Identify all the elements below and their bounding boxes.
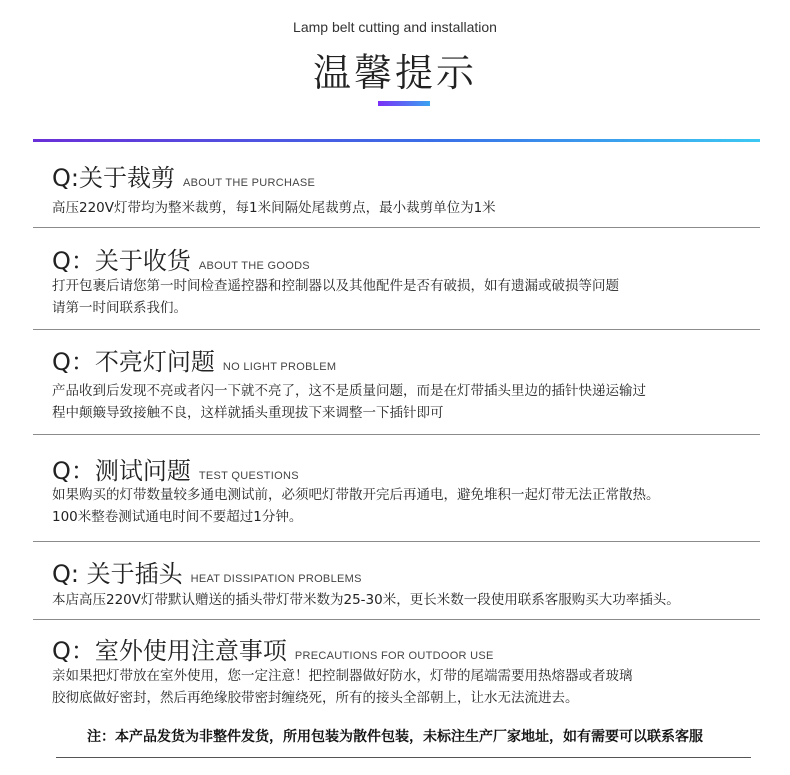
faq-answer-line: 产品收到后发现不亮或者闪一下就不亮了，这不是质量问题，而是在灯带插头里边的插针快递运输过 [52, 383, 646, 399]
faq-question-row [52, 631, 494, 666]
faq-question-en: TEST QUESTIONS [198, 470, 299, 482]
header-subtitle: Lamp belt cutting and installation [293, 19, 497, 35]
faq-question-en: ABOUT THE PURCHASE [182, 177, 316, 189]
faq-question-row [52, 554, 362, 589]
faq-question-row [52, 342, 336, 377]
faq-question-row [52, 158, 315, 193]
faq-answer-line: 100米整卷测试通电时间不要超过1分钟。 [52, 509, 303, 525]
faq-question: Q：关于收货 [52, 247, 191, 275]
footer-note: 注：本产品发货为非整件发货，所用包装为散件包装，未标注生产厂家地址，如有需要可以联系客服 [87, 729, 703, 745]
page-header [0, 0, 790, 140]
faq-answer-line: 请第一时间联系我们。 [52, 300, 187, 316]
faq-question-en: ABOUT THE GOODS [198, 260, 310, 272]
faq-answer [52, 589, 760, 611]
faq-answer [52, 197, 760, 219]
divider [33, 541, 760, 542]
faq-answer-line: 高压220V灯带均为整米裁剪，每1米间隔处尾裁剪点，最小裁剪单位为1米 [52, 200, 496, 216]
faq-question: Q：室外使用注意事项 [52, 637, 287, 665]
faq-answer-line: 本店高压220V灯带默认赠送的插头带灯带米数为25-30米，更长米数一段使用联系客服购买大功率插头。 [52, 592, 680, 608]
faq-answer-line: 程中颠簸导致接触不良，这样就插头重现拔下来调整一下插针即可 [52, 405, 444, 421]
faq-question: Q：不亮灯问题 [52, 348, 215, 376]
divider [33, 227, 760, 228]
divider [33, 329, 760, 330]
faq-answer-line: 亲如果把灯带放在室外使用，您一定注意！把控制器做好防水，灯带的尾端需要用热熔器或者玻璃 [52, 668, 633, 684]
title-accent-bar [378, 101, 430, 106]
faq-question-en: HEAT DISSIPATION PROBLEMS [190, 573, 362, 585]
faq-answer-line: 打开包裹后请您第一时间检查遥控器和控制器以及其他配件是否有破损，如有遗漏或破损等问题 [52, 278, 619, 294]
faq-answer [52, 665, 760, 709]
faq-question-en: NO LIGHT PROBLEM [222, 361, 337, 373]
faq-question-row [52, 241, 310, 276]
footer-divider [56, 757, 751, 758]
faq-answer [52, 275, 760, 319]
header-gradient-rule [33, 139, 760, 142]
header-title: 温馨提示 [312, 51, 477, 95]
divider [33, 619, 760, 620]
faq-answer-line: 胶彻底做好密封，然后再绝缘胶带密封缠绕死，所有的接头全部朝上，让水无法流进去。 [52, 690, 579, 706]
faq-answer [52, 484, 760, 528]
faq-question: Q:关于裁剪 [52, 164, 175, 192]
faq-answer [52, 380, 760, 424]
faq-question-row [52, 451, 299, 486]
faq-answer-line: 如果购买的灯带数量较多通电测试前，必须吧灯带散开完后再通电，避免堆积一起灯带无法正常散热。 [52, 487, 660, 503]
faq-question-en: PRECAUTIONS FOR OUTDOOR USE [294, 650, 494, 662]
faq-question: Q: 关于插头 [52, 560, 183, 588]
faq-question: Q：测试问题 [52, 457, 191, 485]
divider [33, 434, 760, 435]
